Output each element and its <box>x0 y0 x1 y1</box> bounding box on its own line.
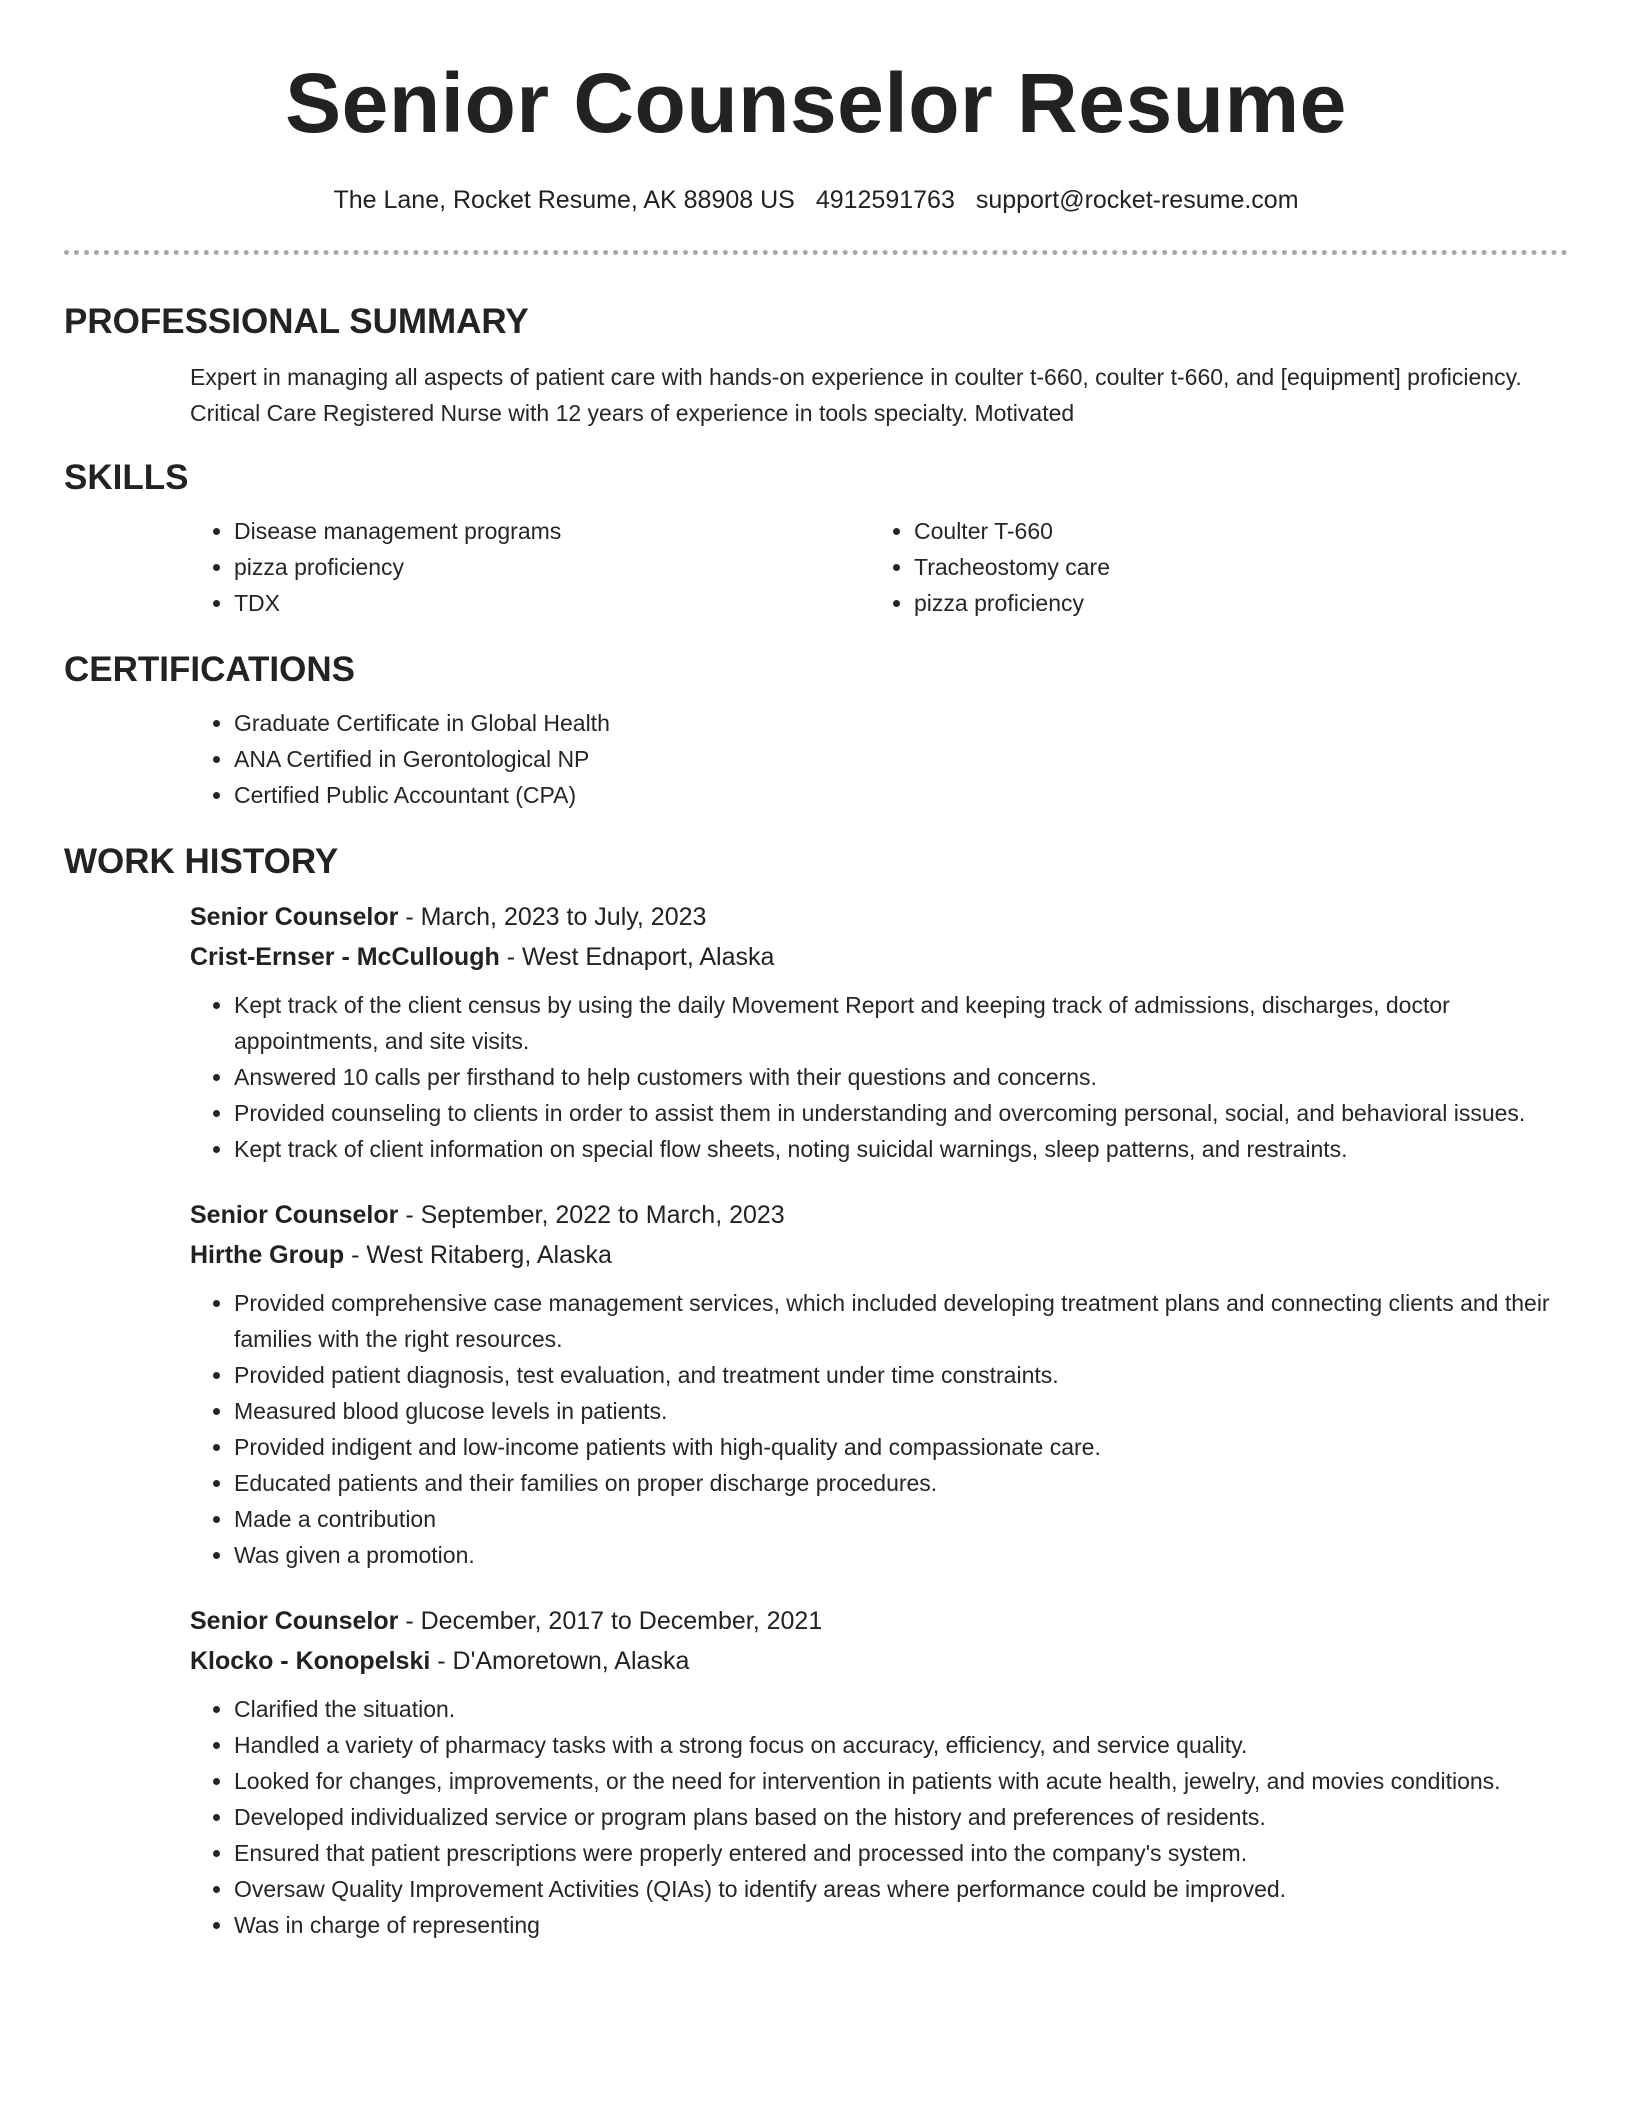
job-duty-item: • Handled a variety of pharmacy tasks with a strong focus on accuracy, efficiency, and service quality. <box>234 1727 1568 1763</box>
summary-heading: PROFESSIONAL SUMMARY <box>64 302 529 341</box>
job-company: Crist-Ernser - McCullough <box>190 943 500 971</box>
job-title-line <box>190 1195 1568 1235</box>
job-entry <box>190 1601 1568 1943</box>
job-duty-item: • Answered 10 calls per firsthand to help customers with their questions and concerns. <box>234 1059 1568 1095</box>
skill-item: • Tracheostomy care <box>914 549 1550 585</box>
skills-section <box>64 457 1568 621</box>
work-history-section <box>64 841 1568 1943</box>
job-duties <box>190 1285 1568 1573</box>
contact-address: The Lane, Rocket Resume, AK 88908 US <box>333 186 795 214</box>
summary-text: Expert in managing all aspects of patient care with hands-on experience in coulter t-660, coulter t-660, and [equipment] proficiency. Critical Care Registered Nurse with 12 years of experience in tools specialty. Motivated <box>190 364 1522 426</box>
job-entry <box>190 1195 1568 1573</box>
job-duty-item: • Educated patients and their families on proper discharge procedures. <box>234 1465 1568 1501</box>
job-company-line <box>190 1641 1568 1681</box>
job-dates: - March, 2023 to July, 2023 <box>398 903 707 931</box>
skill-item: • Coulter T-660 <box>914 513 1550 549</box>
job-location: - West Ednaport, Alaska <box>499 943 775 971</box>
skills-column-right <box>870 513 1550 621</box>
job-company-line <box>190 1235 1568 1275</box>
job-duty-item: • Provided patient diagnosis, test evaluation, and treatment under time constraints. <box>234 1357 1568 1393</box>
job-company: Klocko - Konopelski <box>190 1647 431 1675</box>
job-role: Senior Counselor <box>190 903 399 931</box>
job-location: - D'Amoretown, Alaska <box>430 1647 690 1675</box>
contact-phone: 4912591763 <box>815 186 955 214</box>
job-entry <box>190 897 1568 1167</box>
header-divider <box>64 250 1568 255</box>
certifications-heading: CERTIFICATIONS <box>64 650 356 689</box>
job-company-line <box>190 937 1568 977</box>
work-history-list <box>190 897 1568 1943</box>
job-duties <box>190 1691 1568 1943</box>
certifications-section <box>64 649 1568 813</box>
job-dates: - September, 2022 to March, 2023 <box>398 1201 785 1229</box>
job-duty-item: • Kept track of client information on special flow sheets, noting suicidal warnings, sleep patterns, and restraints. <box>234 1131 1568 1167</box>
job-duty-item: • Looked for changes, improvements, or the need for intervention in patients with acute health, jewelry, and movies conditions. <box>234 1763 1568 1799</box>
job-dates: - December, 2017 to December, 2021 <box>398 1607 823 1635</box>
job-location: - West Ritaberg, Alaska <box>344 1241 612 1269</box>
job-title-line <box>190 897 1568 937</box>
job-duty-item: • Kept track of the client census by using the daily Movement Report and keeping track of admissions, discharges, doctor appointments, and site visits. <box>234 987 1568 1059</box>
skill-item: • pizza proficiency <box>914 585 1550 621</box>
job-role: Senior Counselor <box>190 1607 399 1635</box>
certification-item: • Certified Public Accountant (CPA) <box>234 777 1568 813</box>
skills-column-left <box>190 513 870 621</box>
skill-item: • Disease management programs <box>234 513 870 549</box>
job-duty-item: • Was given a promotion. <box>234 1537 1568 1573</box>
skills-heading: SKILLS <box>64 458 189 497</box>
job-duty-item: • Developed individualized service or program plans based on the history and preferences of residents. <box>234 1799 1568 1835</box>
skills-grid <box>190 513 1568 621</box>
resume-title: Senior Counselor Resume <box>285 56 1347 150</box>
job-company: Hirthe Group <box>190 1241 345 1269</box>
certification-item: • Graduate Certificate in Global Health <box>234 705 1568 741</box>
work-history-heading: WORK HISTORY <box>64 842 339 881</box>
job-duties <box>190 987 1568 1167</box>
certification-item: • ANA Certified in Gerontological NP <box>234 741 1568 777</box>
job-duty-item: • Ensured that patient prescriptions were properly entered and processed into the company's system. <box>234 1835 1568 1871</box>
job-duty-item: • Measured blood glucose levels in patients. <box>234 1393 1568 1429</box>
job-duty-item: • Provided counseling to clients in order to assist them in understanding and overcoming personal, social, and behavioral issues. <box>234 1095 1568 1131</box>
resume-header <box>64 0 1568 216</box>
job-duty-item: • Provided indigent and low-income patients with high-quality and compassionate care. <box>234 1429 1568 1465</box>
skill-item: • TDX <box>234 585 870 621</box>
job-duty-item: • Was in charge of representing <box>234 1907 1568 1943</box>
summary-section <box>64 301 1568 431</box>
skill-item: • pizza proficiency <box>234 549 870 585</box>
job-duty-item: • Provided comprehensive case management services, which included developing treatment plans and connecting clients and their families with the right resources. <box>234 1285 1568 1357</box>
contact-line <box>64 184 1568 216</box>
contact-email: support@rocket-resume.com <box>975 186 1299 214</box>
job-duty-item: • Oversaw Quality Improvement Activities (QIAs) to identify areas where performance could be improved. <box>234 1871 1568 1907</box>
job-duty-item: • Clarified the situation. <box>234 1691 1568 1727</box>
job-duty-item: • Made a contribution <box>234 1501 1568 1537</box>
job-role: Senior Counselor <box>190 1201 399 1229</box>
job-title-line <box>190 1601 1568 1641</box>
certifications-list <box>190 705 1568 813</box>
